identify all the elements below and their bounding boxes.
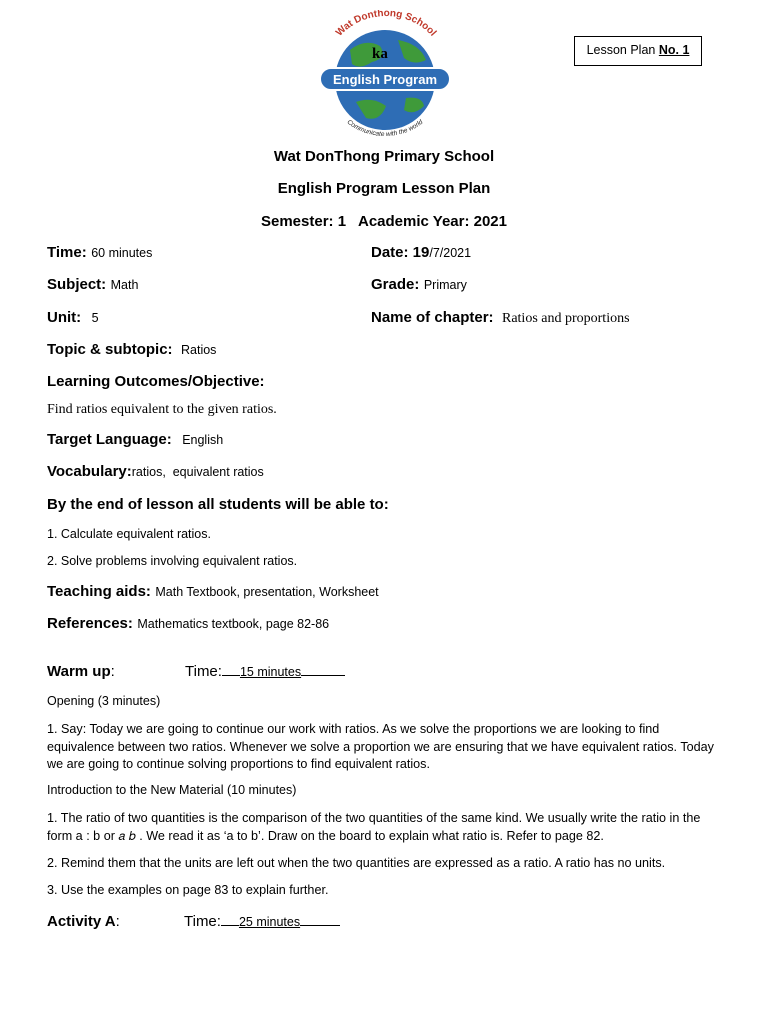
- date-value: /7/2021: [429, 246, 472, 260]
- activity-a-time: [184, 913, 340, 930]
- activity-a-colon: :: [115, 913, 120, 930]
- lesson-plan-label: Lesson Plan: [586, 43, 656, 57]
- subject-label: Subject:: [47, 276, 107, 293]
- chapter-value: Ratios and proportions: [501, 311, 630, 326]
- activity-a-heading: [47, 913, 120, 931]
- warm-up-colon: :: [110, 663, 115, 680]
- teaching-aids-value: Math Textbook, presentation, Worksheet: [155, 585, 379, 599]
- logo-banner: English Program: [332, 72, 438, 87]
- references-field: [47, 615, 329, 633]
- references-label: References:: [47, 615, 133, 632]
- grade-label: Grade:: [371, 276, 420, 293]
- time-label: Time:: [47, 244, 87, 261]
- warm-up-time-value: 15 minutes: [239, 665, 302, 679]
- examples-paragraph: 3. Use the examples on page 83 to explain further.: [47, 883, 329, 897]
- target-language-field: [47, 431, 223, 449]
- chapter-label: Name of chapter:: [371, 309, 494, 326]
- document-title: English Program Lesson Plan: [277, 180, 491, 197]
- unit-value: 5: [91, 311, 99, 325]
- activity-a-time-value: 25 minutes: [238, 915, 301, 929]
- school-name: Wat DonThong Primary School: [273, 148, 495, 165]
- outcomes-value: Find ratios equivalent to the given ratios.: [47, 402, 277, 417]
- grade-field: [371, 276, 467, 294]
- teaching-aids-field: [47, 583, 379, 601]
- warm-up-label: Warm up: [47, 663, 111, 680]
- by-end-heading: By the end of lesson all students will be able to:: [47, 496, 389, 513]
- logo-center-mark: ka: [372, 46, 388, 62]
- outcomes-label: Learning Outcomes/Objective:: [47, 373, 265, 390]
- topic-label: Topic & subtopic:: [47, 341, 173, 358]
- activity-a-time-label: Time:: [184, 913, 221, 930]
- topic-value: Ratios: [181, 343, 217, 357]
- time-field: [47, 244, 152, 262]
- school-logo: [310, 10, 460, 138]
- target-language-value: English: [182, 433, 224, 447]
- lesson-plan-box: [574, 36, 702, 66]
- time-value: 60 minutes: [91, 246, 153, 260]
- warm-up-heading: [47, 663, 115, 681]
- semester-line: Semester: 1 Academic Year: 2021: [261, 213, 507, 230]
- vocabulary-label: Vocabulary:: [47, 463, 132, 480]
- vocabulary-field: [47, 463, 264, 481]
- target-language-label: Target Language:: [47, 431, 172, 448]
- logo-arc-top: Wat Donthong School: [334, 10, 439, 39]
- goal-item: 1. Calculate equivalent ratios.: [47, 527, 211, 541]
- goal-item: 2. Solve problems involving equivalent ratios.: [47, 554, 298, 568]
- units-paragraph: 2. Remind them that the units are left out when the two quantities are expressed as a ratio. A ratio has no units.: [47, 856, 666, 870]
- grade-value: Primary: [423, 278, 467, 292]
- topic-field: [47, 341, 216, 359]
- warm-up-time: [185, 663, 345, 680]
- date-field: [371, 244, 471, 262]
- chapter-field: [371, 309, 630, 327]
- intro-line: Introduction to the New Material (10 minutes): [47, 783, 297, 797]
- vocabulary-value: ratios, equivalent ratios: [131, 465, 264, 479]
- subject-field: [47, 276, 138, 294]
- say-paragraph: 1. Say: Today we are going to continue our work with ratios. As we solve the proportions we are looking to find equivalence between two ratios. Whenever we solve a proportion we are ensuring that we have equivalent ratios. Today we are going to continue solving proportions to find equivalent ratios.: [47, 722, 714, 771]
- subject-value: Math: [110, 278, 139, 292]
- unit-label: Unit:: [47, 309, 82, 326]
- activity-a-label: Activity A: [47, 913, 116, 930]
- warm-up-time-label: Time:: [185, 663, 222, 680]
- ratio-paragraph: 1. The ratio of two quantities is the comparison of the two quantities of the same kind. We usually write the ratio in the form a : b or 𝑎 𝑏 . We read it as ‘a to b’. Draw on the board to explain what ratio is. Refer to page 82.: [47, 811, 701, 843]
- opening-line: Opening (3 minutes): [47, 694, 161, 708]
- logo-arc-bottom: Communicate with the world: [345, 118, 425, 138]
- references-value: Mathematics textbook, page 82-86: [137, 617, 330, 631]
- lesson-plan-number: No. 1: [658, 43, 690, 57]
- unit-field: [47, 309, 99, 327]
- teaching-aids-label: Teaching aids:: [47, 583, 151, 600]
- date-label: Date: 19: [371, 244, 430, 261]
